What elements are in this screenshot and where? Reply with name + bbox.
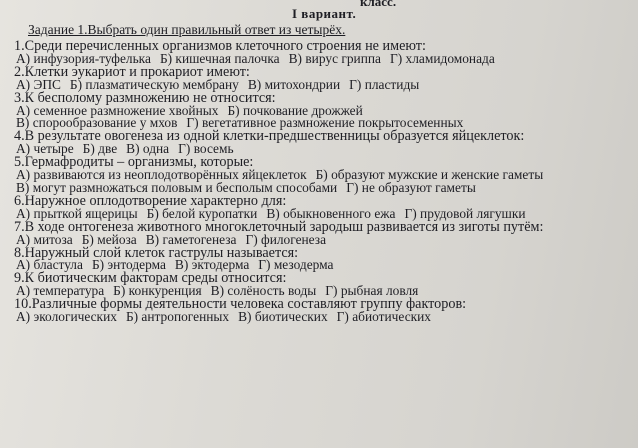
question-text: 3.К бесполому размножению не относится: [14, 89, 276, 106]
question-text: 10.Различные формы деятельности человека составляют группу факторов: [14, 296, 467, 313]
answer-option: В) митохондрии [247, 76, 341, 92]
answer-option: Б) мейоза [81, 231, 137, 247]
answer-option: В) вирус гриппа [288, 50, 381, 66]
answer-option: В) обыкновенного ежа [266, 205, 396, 221]
question-text: 5.Гермафродиты – организмы, которые: [14, 154, 254, 171]
answer-option: Г) восемь [178, 141, 234, 157]
answer-option: А) экологических [16, 309, 117, 325]
answer-option: Г) рыбная ловля [325, 283, 419, 299]
answer-option: Г) вегетативное размножение покрытосеменных [186, 115, 464, 131]
answer-option: Б) белой куропатки [146, 205, 258, 221]
answer-option: Г) не образуют гаметы [346, 179, 476, 195]
class-label: класс. [360, 0, 397, 9]
answer-option: Б) образуют мужские и женские гаметы [315, 167, 544, 183]
answer-option: В) гаметогенеза [145, 231, 237, 247]
answer-option: А) митоза [16, 231, 73, 247]
question-list [14, 40, 634, 324]
answer-option: Г) абиотических [336, 309, 432, 325]
answer-option: А) ЭПС [16, 76, 61, 92]
answer-option: А) развиваются из неоплодотворённых яйцеклеток [16, 167, 307, 183]
answer-option: Б) энтодерма [91, 257, 166, 273]
answer-option: Б) плазматическую мембрану [69, 76, 239, 92]
answer-option: А) четыре [16, 141, 74, 157]
answer-option: Б) кишечная палочка [159, 50, 280, 66]
answer-option: Г) пластиды [349, 76, 420, 92]
answer-option: Г) филогенеза [245, 231, 327, 247]
answer-option: А) прыткой ящерицы [16, 205, 138, 221]
question-text: 9.К биотическим факторам среды относится: [14, 270, 287, 287]
question-text: 1.Среди перечисленных организмов клеточного строения не имеют: [14, 38, 426, 54]
answer-option: В) спорообразование у мхов [16, 115, 178, 131]
answer-option: А) бластула [16, 257, 83, 273]
answer-option: Б) почкование дрожжей [227, 102, 363, 118]
answer-option: А) семенное размножение хвойных [16, 102, 219, 118]
answer-option: Б) антропогенных [125, 309, 230, 325]
answer-option: А) температура [16, 283, 105, 299]
answer-option: В) биотических [238, 309, 328, 325]
answer-option: Б) две [82, 141, 118, 157]
answer-option: Г) мезодерма [258, 257, 334, 273]
question-text: 6.Наружное оплодотворение характерно для: [14, 192, 287, 209]
answer-options-line [14, 311, 634, 324]
variant-title: I вариант. [292, 6, 357, 21]
answer-option: Г) прудовой лягушки [404, 205, 526, 221]
answer-option: А) инфузория-туфелька [16, 50, 151, 66]
task-heading: Задание 1.Выбрать один правильный ответ из четырёх. [28, 22, 346, 37]
answer-option: Б) конкуренция [113, 283, 202, 299]
question-text: 8.Наружный слой клеток гаструлы называется: [14, 244, 299, 261]
answer-option: В) эктодерма [174, 257, 250, 273]
question-text: 2.Клетки эукариот и прокариот имеют: [14, 63, 250, 80]
question-text: 7.В ходе онтогенеза животного многоклеточный зародыш развивается из зиготы путём: [14, 218, 544, 235]
answer-option: В) одна [126, 141, 170, 157]
answer-option: В) могут размножаться половым и бесполым способами [16, 179, 338, 195]
question-text: 4.В результате овогенеза из одной клетки-предшественницы образуется яйцеклеток: [14, 128, 525, 145]
answer-option: В) солёность воды [210, 283, 317, 299]
answer-option: Г) хламидомонада [390, 50, 495, 66]
